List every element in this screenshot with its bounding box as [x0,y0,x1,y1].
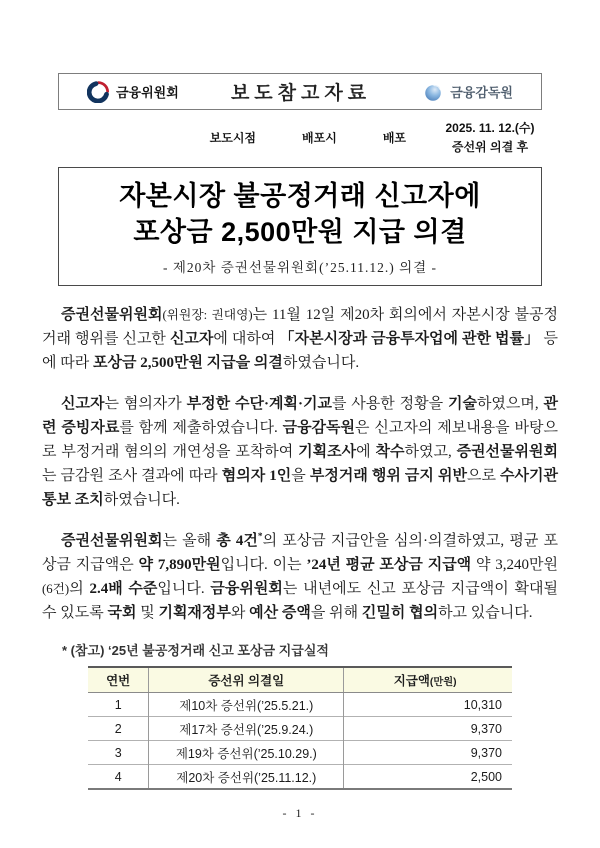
table-row [88,741,512,765]
fsc-label: 금융위원회 [116,85,179,100]
distribute-date-line2: 증선위 의결 후 [451,139,529,154]
table-body [88,693,512,790]
paragraph-2 [42,392,558,512]
table-row [88,765,512,790]
distribute-label: 배포 [382,131,406,146]
text-segment: 부정한 수단·계획·기교 [186,396,332,412]
table-cell: 9,370 [344,741,512,765]
text-segment: 에 대하여 [213,331,280,347]
text-segment: 예산 증액 [249,605,311,621]
reward-payment-table [88,666,512,790]
text-segment: ’24년 평균 포상금 지급액 [306,557,472,573]
table-row [88,717,512,741]
distribute-date-line1: 2025. 11. 12.(수) [445,121,535,135]
col-header-amount [344,667,512,693]
text-segment: 증권선물위원회 [61,533,163,549]
text-segment: (위원장: 권대영) [162,308,253,322]
text-segment: 하였고, [404,444,457,460]
text-segment: 와 [230,605,250,621]
text-segment: 착수 [375,444,405,460]
doc-type-title: 보도참고자료 [230,83,372,104]
text-segment: 약 3,240만원 [471,557,558,573]
table-cell: 2 [88,717,149,741]
text-segment: 포상금 2,500만원 지급을 의결 [92,355,283,371]
text-segment: 는 혐의자가 [104,396,187,412]
table-cell: 제17차 증선위(’25.9.24.) [149,717,344,741]
title-line-1: 자본시장 불공정거래 신고자에 [119,181,481,212]
fsc-logo-icon [87,81,109,103]
text-segment: 는 올해 [162,533,217,549]
text-segment: 혐의자 1인 [221,468,292,484]
text-segment: 증권선물위원회 [61,307,163,323]
report-time-label: 보도시점 [209,131,257,146]
table-cell: 4 [88,765,149,790]
text-segment: 는 금감원 조사 결과에 따라 [42,468,222,484]
table-cell: 제10차 증선위(’25.5.21.) [149,693,344,717]
text-segment: 을 위해 [310,605,362,621]
page-number: - 1 - [282,806,318,820]
table-cell: 제19차 증선위(’25.10.29.) [149,741,344,765]
text-segment: 은 신고자의 제보내용을 바탕으로 부정거래 혐의의 개연성을 포착하여 [42,420,559,460]
table-cell: 10,310 [344,693,512,717]
text-segment: 의 포상금 지급안을 심의·의결하였고, 평균 포상금 지급액은 [42,533,558,573]
title-line-2: 포상금 2,500만원 지급 의결 [133,217,467,248]
text-segment: 는 11월 12일 제20차 회의에서 자본시장 불공정거래 행위를 신고한 [42,307,558,347]
text-segment: 입니다. [157,581,211,597]
title-box [58,167,542,286]
text-segment: 를 사용한 정황을 [331,396,448,412]
col-header-resolution-date: 증선위 의결일 [149,667,344,693]
text-segment: 하였으며, [476,396,544,412]
text-segment: 의 [69,581,90,597]
text-segment: 「자본시장과 금융투자업에 관한 법률」 [279,331,540,347]
text-segment: 는 내년에도 신고 포상금 지급액이 확대될 수 있도록 [42,581,558,621]
body-text [42,303,558,625]
fss-org [423,82,513,102]
col-header-amount-main: 지급액 [393,674,430,688]
text-segment: 에 [356,444,376,460]
text-segment: 증권선물위원회 [456,444,558,460]
distribution-info-row [0,119,548,156]
table-cell: 3 [88,741,149,765]
text-segment: 관련 증빙자료 [42,396,559,436]
text-segment: 으로 [466,468,501,484]
text-segment: 기획재정부 [158,605,231,621]
table-cell: 제20차 증선위(’25.11.12.) [149,765,344,790]
table-cell: 1 [88,693,149,717]
fss-logo-icon [423,82,443,102]
text-segment: 금융위원회 [210,581,283,597]
text-segment: 신고자 [61,396,105,412]
text-segment: 신고자 [169,331,214,347]
paragraph-1 [42,303,558,375]
text-segment: 입니다. 이는 [220,557,307,573]
distribute-date [432,119,548,156]
title-subtitle: - 제20차 증권선물위원회(’25.11.12.) 의결 - [162,260,438,275]
text-segment: * [257,532,263,542]
text-segment: 하였습니다. [282,355,360,371]
text-segment: 하였습니다. [103,492,180,508]
text-segment: 국회 [107,605,137,621]
text-segment: 기획조사 [298,444,357,460]
text-segment: (6건) [42,582,70,596]
fsc-org [87,81,179,103]
paragraph-3 [42,529,558,625]
fss-label: 금융감독원 [450,85,513,100]
text-segment: 2.4배 수준 [89,581,158,597]
text-segment: 을 [291,468,310,484]
col-header-amount-unit: (만원) [429,677,457,688]
text-segment: 수사기관 통보 조치 [42,468,558,508]
text-segment: 긴밀히 협의 [361,605,439,621]
header-box [58,73,542,110]
text-segment: 및 [136,605,159,621]
table-row [88,693,512,717]
table-cell: 9,370 [344,717,512,741]
text-segment: 를 함께 제출하였습니다. [119,420,283,436]
text-segment: 등에 따라 [42,331,559,371]
text-segment: 하고 있습니다. [438,605,533,621]
text-segment: 총 4건 [216,533,258,549]
table-header-row [88,667,512,693]
text-segment: 기술 [447,396,477,412]
text-segment: 금융감독원 [282,420,356,436]
reference-note: * (참고) ‘25년 불공정거래 신고 포상금 지급실적 [62,643,329,658]
text-segment: 약 7,890만원 [138,557,221,573]
text-segment: 부정거래 행위 금지 위반 [309,468,467,484]
report-time-value: 배포시 [302,131,337,146]
table-cell: 2,500 [344,765,512,790]
col-header-number: 연번 [88,667,149,693]
